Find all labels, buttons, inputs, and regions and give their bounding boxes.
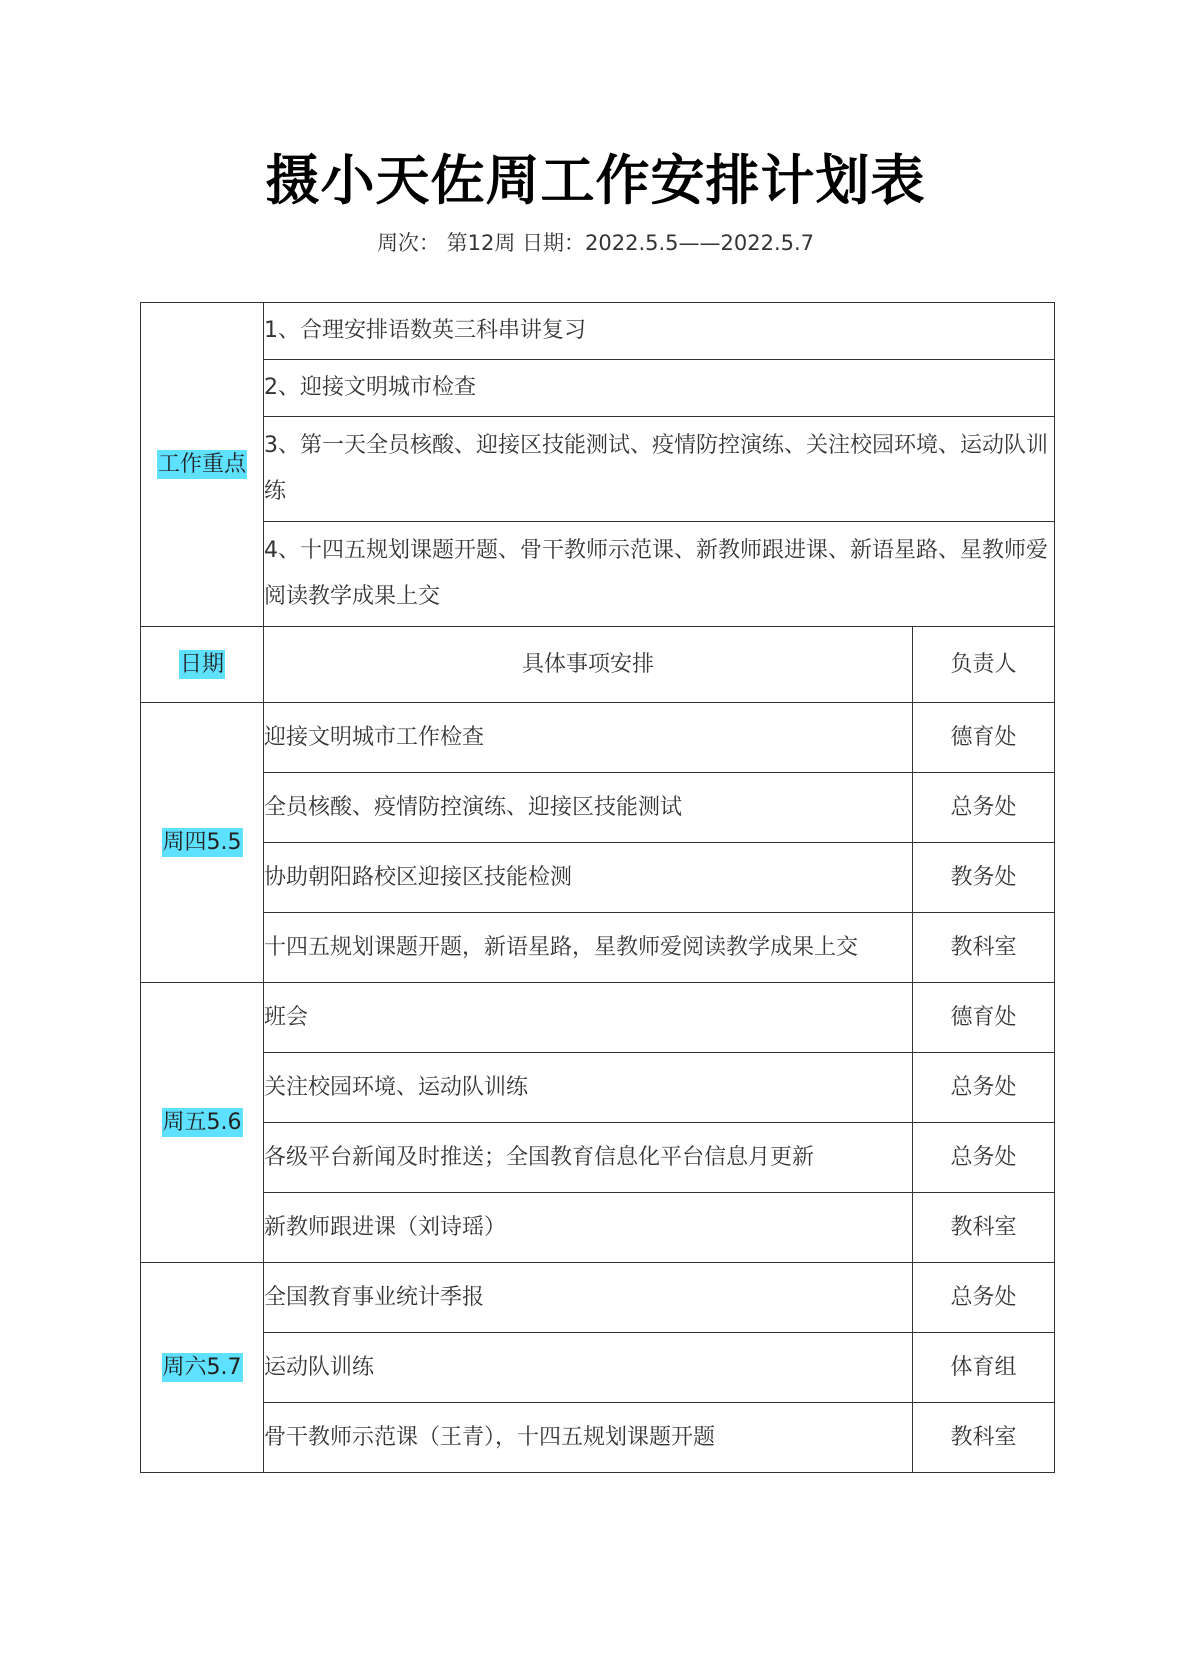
plan-table xyxy=(140,302,1055,1473)
table-row xyxy=(141,1053,1055,1123)
focus-label: 工作重点 xyxy=(157,451,246,477)
day-label: 周六5.7 xyxy=(162,1354,242,1380)
owner-cell: 总务处 xyxy=(913,1053,1055,1123)
item-cell: 十四五规划课题开题，新语星路，星教师爱阅读教学成果上交 xyxy=(264,913,913,983)
header-owner: 负责人 xyxy=(913,627,1055,703)
focus-item: 4、十四五规划课题开题、骨干教师示范课、新教师跟进课、新语星路、星教师爱阅读教学成果上交 xyxy=(264,522,1055,627)
table-row xyxy=(141,913,1055,983)
focus-item: 2、迎接文明城市检查 xyxy=(264,360,1055,417)
table-row xyxy=(141,1123,1055,1193)
table-row xyxy=(141,843,1055,913)
owner-cell: 教科室 xyxy=(913,1403,1055,1473)
table-row xyxy=(141,1333,1055,1403)
header-items: 具体事项安排 xyxy=(264,627,913,703)
owner-cell: 德育处 xyxy=(913,703,1055,773)
owner-cell: 教务处 xyxy=(913,843,1055,913)
table-row xyxy=(141,983,1055,1053)
item-cell: 关注校园环境、运动队训练 xyxy=(264,1053,913,1123)
owner-cell: 德育处 xyxy=(913,983,1055,1053)
item-cell: 全员核酸、疫情防控演练、迎接区技能测试 xyxy=(264,773,913,843)
table-row xyxy=(141,703,1055,773)
table-row xyxy=(141,1193,1055,1263)
owner-cell: 总务处 xyxy=(913,773,1055,843)
focus-item: 1、合理安排语数英三科串讲复习 xyxy=(264,303,1055,360)
owner-cell: 总务处 xyxy=(913,1263,1055,1333)
focus-row xyxy=(141,417,1055,522)
item-cell: 迎接文明城市工作检查 xyxy=(264,703,913,773)
page-title: 摄小天佐周工作安排计划表 xyxy=(265,149,926,212)
table-row xyxy=(141,773,1055,843)
owner-cell: 教科室 xyxy=(913,1193,1055,1263)
focus-item: 3、第一天全员核酸、迎接区技能测试、疫情防控演练、关注校园环境、运动队训练 xyxy=(264,417,1055,522)
table-header-row xyxy=(141,627,1055,703)
focus-row xyxy=(141,303,1055,360)
table-row xyxy=(141,1263,1055,1333)
table-row xyxy=(141,1403,1055,1473)
focus-label-cell xyxy=(141,303,264,627)
focus-row xyxy=(141,522,1055,627)
day-label-cell xyxy=(141,983,264,1263)
day-label-cell xyxy=(141,1263,264,1473)
day-label-cell xyxy=(141,703,264,983)
header-date: 日期 xyxy=(179,651,224,677)
item-cell: 各级平台新闻及时推送；全国教育信息化平台信息月更新 xyxy=(264,1123,913,1193)
owner-cell: 体育组 xyxy=(913,1333,1055,1403)
item-cell: 班会 xyxy=(264,983,913,1053)
item-cell: 运动队训练 xyxy=(264,1333,913,1403)
day-label: 周五5.6 xyxy=(162,1109,242,1135)
owner-cell: 教科室 xyxy=(913,913,1055,983)
day-label: 周四5.5 xyxy=(162,829,242,855)
owner-cell: 总务处 xyxy=(913,1123,1055,1193)
header-date-cell xyxy=(141,627,264,703)
item-cell: 协助朝阳路校区迎接区技能检测 xyxy=(264,843,913,913)
focus-row xyxy=(141,360,1055,417)
week-date-subtitle: 周次： 第12周 日期：2022.5.5——2022.5.7 xyxy=(376,231,815,255)
item-cell: 骨干教师示范课（王青），十四五规划课题开题 xyxy=(264,1403,913,1473)
item-cell: 新教师跟进课（刘诗瑶） xyxy=(264,1193,913,1263)
item-cell: 全国教育事业统计季报 xyxy=(264,1263,913,1333)
